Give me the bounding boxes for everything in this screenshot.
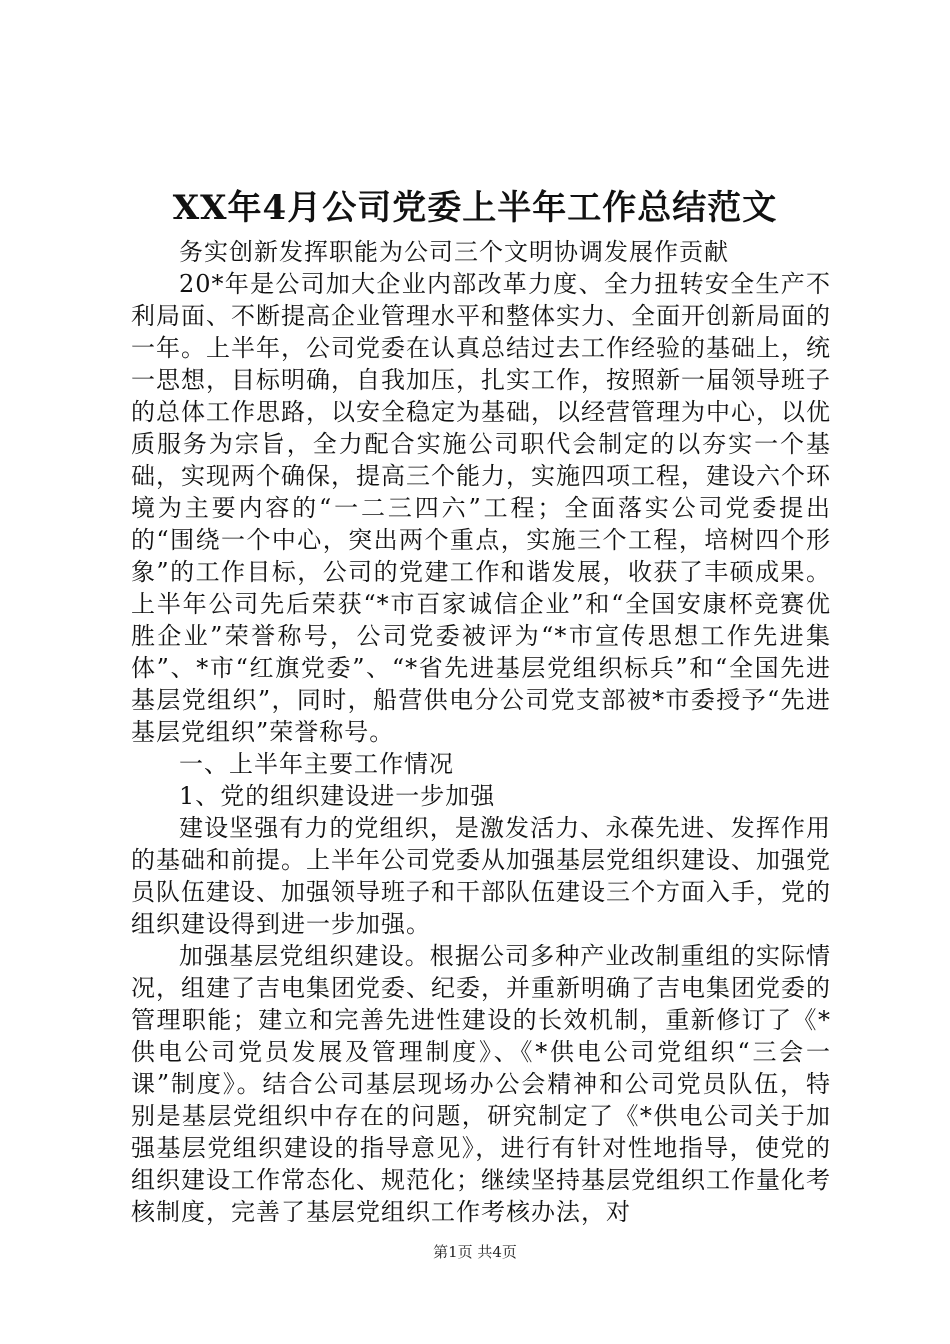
body-paragraph: 建设坚强有力的党组织，是激发活力、永葆先进、发挥作用的基础和前提。上半年公司党委从加强基层党组织建设、加强党员队伍建设、加强领导班子和干部队伍建设三个方面入手，党的组织建设得到进一步加强。	[131, 814, 831, 938]
body-paragraph: 20*年是公司加大企业内部改革力度、全力扭转安全生产不利局面、不断提高企业管理水平和整体实力、全面开创新局面的一年。上半年，公司党委在认真总结过去工作经验的基础上，统一思想，目标明确，自我加压，扎实工作，按照新一届领导班子的总体工作思路，以安全稳定为基础，以经营管理为中心，以优质服务为宗旨，全力配合实施公司职代会制定的以夯实一个基础，实现两个确保，提高三个能力，实施四项工程，建设六个环境为主要内容的“一二三四六”工程；全面落实公司党委提出的“围绕一个中心，突出两个重点，实施三个工程，培树四个形象”的工作目标，公司的党建工作和谐发展，收获了丰硕成果。上半年公司先后荣获“*市百家诚信企业”和“全国安康杯竞赛优胜企业”荣誉称号，公司党委被评为“*市宣传思想工作先进集体”、*市“红旗党委”、“*省先进基层党组织标兵”和“全国先进基层党组织”，同时，船营供电分公司党支部被*市委授予“先进基层党组织”荣誉称号。	[131, 270, 831, 746]
page-number-footer: 第1页 共4页	[433, 1243, 517, 1261]
document-body	[131, 236, 831, 1228]
subsection-heading: 1、党的组织建设进一步加强	[179, 782, 496, 810]
body-paragraph: 加强基层党组织建设。根据公司多种产业改制重组的实际情况，组建了吉电集团党委、纪委，并重新明确了吉电集团党委的管理职能；建立和完善先进性建设的长效机制，重新修订了《*供电公司党员发展及管理制度》、《*供电公司党组织“三会一课”制度》。结合公司基层现场办公会精神和公司党员队伍，特别是基层党组织中存在的问题，研究制定了《*供电公司关于加强基层党组织建设的指导意见》，进行有针对性地指导，使党的组织建设工作常态化、规范化；继续坚持基层党组织工作量化考核制度，完善了基层党组织工作考核办法，对	[131, 942, 831, 1226]
section-heading: 一、上半年主要工作情况	[179, 750, 454, 778]
subtitle-paragraph: 务实创新发挥职能为公司三个文明协调发展作贡献	[179, 238, 729, 266]
document-title: XX年4月公司党委上半年工作总结范文	[172, 188, 778, 228]
